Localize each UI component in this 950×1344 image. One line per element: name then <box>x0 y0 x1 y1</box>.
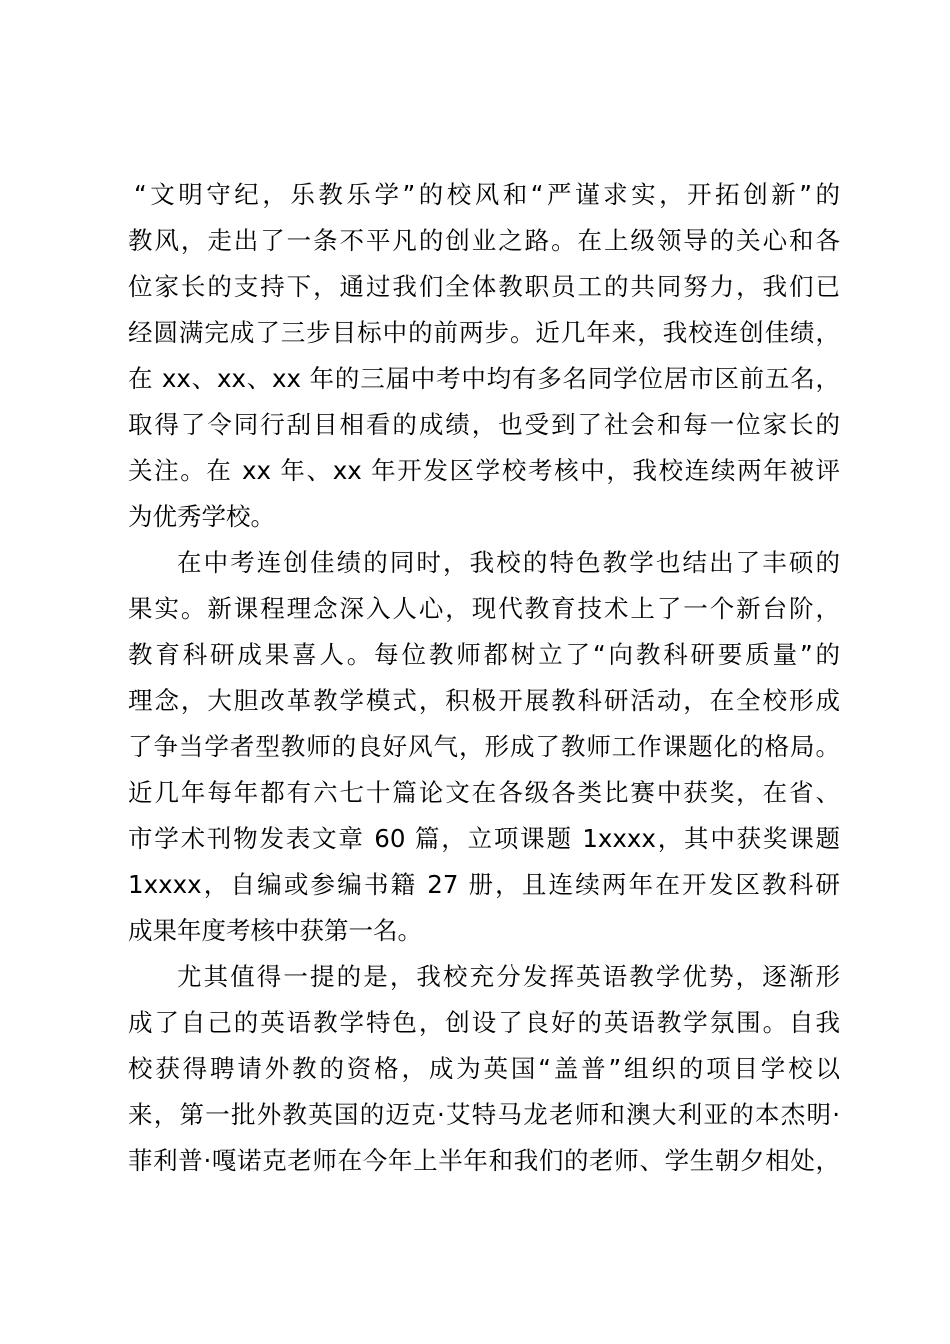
text-line: 1xxxx，自编或参编书籍 27 册，且连续两年在开发区教科研 <box>128 870 840 899</box>
text-line: 关注。在 xx 年、xx 年开发区学校考核中，我校连续两年被评 <box>128 456 840 485</box>
text-line: 教育科研成果喜人。每位教师都树立了“向教科研要质量”的 <box>128 640 840 669</box>
text-line: 成了自己的英语教学特色，创设了良好的英语教学氛围。自我 <box>128 1008 840 1037</box>
text-line: 理念，大胆改革教学模式，积极开展教科研活动，在全校形成 <box>128 686 840 715</box>
text-line: 近几年每年都有六七十篇论文在各级各类比赛中获奖，在省、 <box>128 778 840 807</box>
paragraph-2 <box>128 540 840 954</box>
text-line: “文明守纪，乐教乐学”的校风和“严谨求实，开拓创新”的 <box>134 180 840 209</box>
text-line: 市学术刊物发表文章 60 篇，立项课题 1xxxx，其中获奖课题 <box>128 824 840 853</box>
text-line: 果实。新课程理念深入人心，现代教育技术上了一个新台阶， <box>128 594 840 623</box>
text-line: 尤其值得一提的是，我校充分发挥英语教学优势，逐渐形 <box>177 962 840 991</box>
text-line: 校获得聘请外教的资格，成为英国“盖普”组织的项目学校以 <box>128 1054 840 1083</box>
text-line: 了争当学者型教师的良好风气，形成了教师工作课题化的格局。 <box>128 732 840 761</box>
text-line: 在 xx、xx、xx 年的三届中考中均有多名同学位居市区前五名， <box>128 364 840 393</box>
text-line: 取得了令同行刮目相看的成绩，也受到了社会和每一位家长的 <box>128 410 840 439</box>
document-body <box>128 172 840 1184</box>
text-line: 位家长的支持下，通过我们全体教职员工的共同努力，我们已 <box>128 272 840 301</box>
text-line: 教风，走出了一条不平凡的创业之路。在上级领导的关心和各 <box>128 226 840 255</box>
paragraph-1 <box>128 172 840 540</box>
text-line: 为优秀学校。 <box>128 502 275 531</box>
text-line: 在中考连创佳绩的同时，我校的特色教学也结出了丰硕的 <box>177 548 840 577</box>
paragraph-3 <box>128 954 840 1184</box>
text-line: 菲利普·嘎诺克老师在今年上半年和我们的老师、学生朝夕相处， <box>128 1146 840 1175</box>
text-line: 来，第一批外教英国的迈克·艾特马龙老师和澳大利亚的本杰明· <box>128 1100 840 1129</box>
text-line: 经圆满完成了三步目标中的前两步。近几年来，我校连创佳绩， <box>128 318 840 347</box>
text-line: 成果年度考核中获第一名。 <box>128 916 422 945</box>
